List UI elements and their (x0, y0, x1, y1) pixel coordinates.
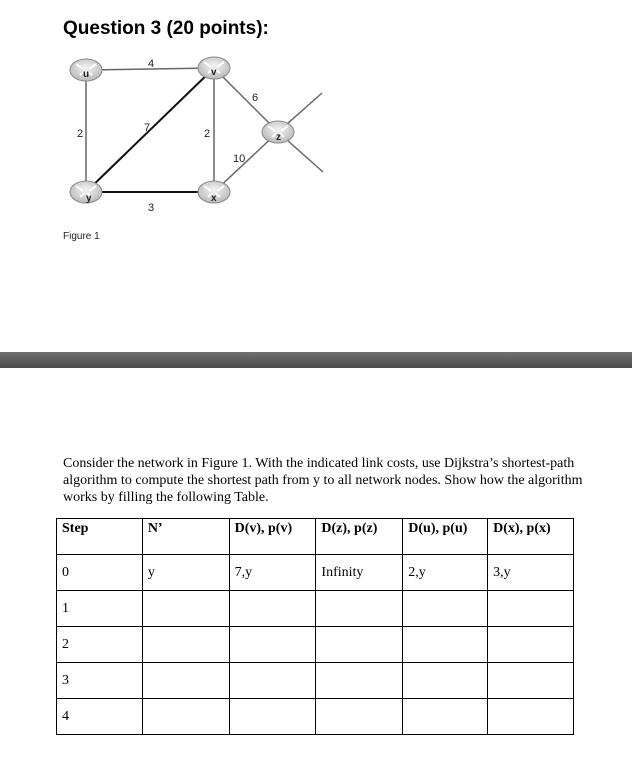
cell-n-prime[interactable] (142, 591, 229, 627)
table-row (57, 627, 574, 663)
router-x (198, 181, 230, 204)
cell-dx-px[interactable] (488, 663, 574, 699)
table-row (57, 591, 574, 627)
cell-step[interactable]: 4 (57, 699, 143, 735)
dijkstra-table (56, 518, 574, 735)
cell-step[interactable]: 0 (57, 555, 143, 591)
network-figure (0, 0, 632, 250)
cell-dx-px[interactable]: 3,y (488, 555, 574, 591)
header-dz-pz: D(z), p(z) (316, 519, 403, 555)
header-du-pu: D(u), p(u) (403, 519, 488, 555)
router-u (70, 59, 102, 81)
router-x-label: x (211, 193, 217, 204)
header-dx-px: D(x), p(x) (488, 519, 574, 555)
table-row (57, 663, 574, 699)
cell-du-pu[interactable] (403, 663, 488, 699)
cell-step[interactable]: 1 (57, 591, 143, 627)
cell-du-pu[interactable] (403, 591, 488, 627)
header-dv-pv: D(v), p(v) (229, 519, 316, 555)
cost-u-v: 4 (148, 58, 155, 70)
cost-u-y: 2 (77, 128, 84, 140)
header-n-prime: N’ (142, 519, 229, 555)
question-title: Question 3 (20 points): (63, 18, 269, 39)
cell-dz-pz[interactable] (316, 699, 403, 735)
cell-dz-pz[interactable]: Infinity (316, 555, 403, 591)
cell-dz-pz[interactable] (316, 591, 403, 627)
router-z (262, 121, 294, 143)
cell-dz-pz[interactable] (316, 663, 403, 699)
question-prompt: Consider the network in Figure 1. With the indicated link costs, use Dijkstra’s shortest-path algorithm to compute the shortest path from y to all network nodes. Show how the algorithm works by filling the following Table. (63, 456, 583, 505)
cell-du-pu[interactable]: 2,y (403, 555, 488, 591)
cell-n-prime[interactable] (142, 699, 229, 735)
cell-n-prime[interactable]: y (142, 555, 229, 591)
cell-dx-px[interactable] (488, 699, 574, 735)
router-v (198, 57, 230, 79)
cell-du-pu[interactable] (403, 699, 488, 735)
cell-dv-pv[interactable] (229, 591, 316, 627)
header-step: Step (57, 519, 143, 555)
cost-v-z: 6 (252, 92, 259, 104)
cell-dv-pv[interactable] (229, 663, 316, 699)
cell-du-pu[interactable] (403, 627, 488, 663)
router-y-label: y (86, 193, 92, 204)
cell-dx-px[interactable] (488, 591, 574, 627)
cell-dv-pv[interactable] (229, 627, 316, 663)
router-v-label: v (211, 67, 217, 78)
router-u-label: u (83, 69, 90, 80)
cell-dz-pz[interactable] (316, 627, 403, 663)
link-v-z (214, 68, 278, 132)
table-header-row (57, 519, 574, 555)
cost-y-v: 7 (144, 122, 151, 134)
cell-step[interactable]: 2 (57, 627, 143, 663)
table-row (57, 699, 574, 735)
table-row (57, 555, 574, 591)
cell-step[interactable]: 3 (57, 663, 143, 699)
cell-dx-px[interactable] (488, 627, 574, 663)
cell-dv-pv[interactable] (229, 699, 316, 735)
cell-n-prime[interactable] (142, 627, 229, 663)
page-divider (0, 352, 632, 368)
cost-v-x: 2 (204, 128, 211, 140)
router-z-label: z (276, 132, 281, 143)
cost-x-z: 10 (233, 153, 246, 165)
router-y (70, 181, 102, 204)
cell-n-prime[interactable] (142, 663, 229, 699)
cell-dv-pv[interactable]: 7,y (229, 555, 316, 591)
figure-caption: Figure 1 (63, 231, 100, 242)
cost-y-x: 3 (148, 202, 155, 214)
